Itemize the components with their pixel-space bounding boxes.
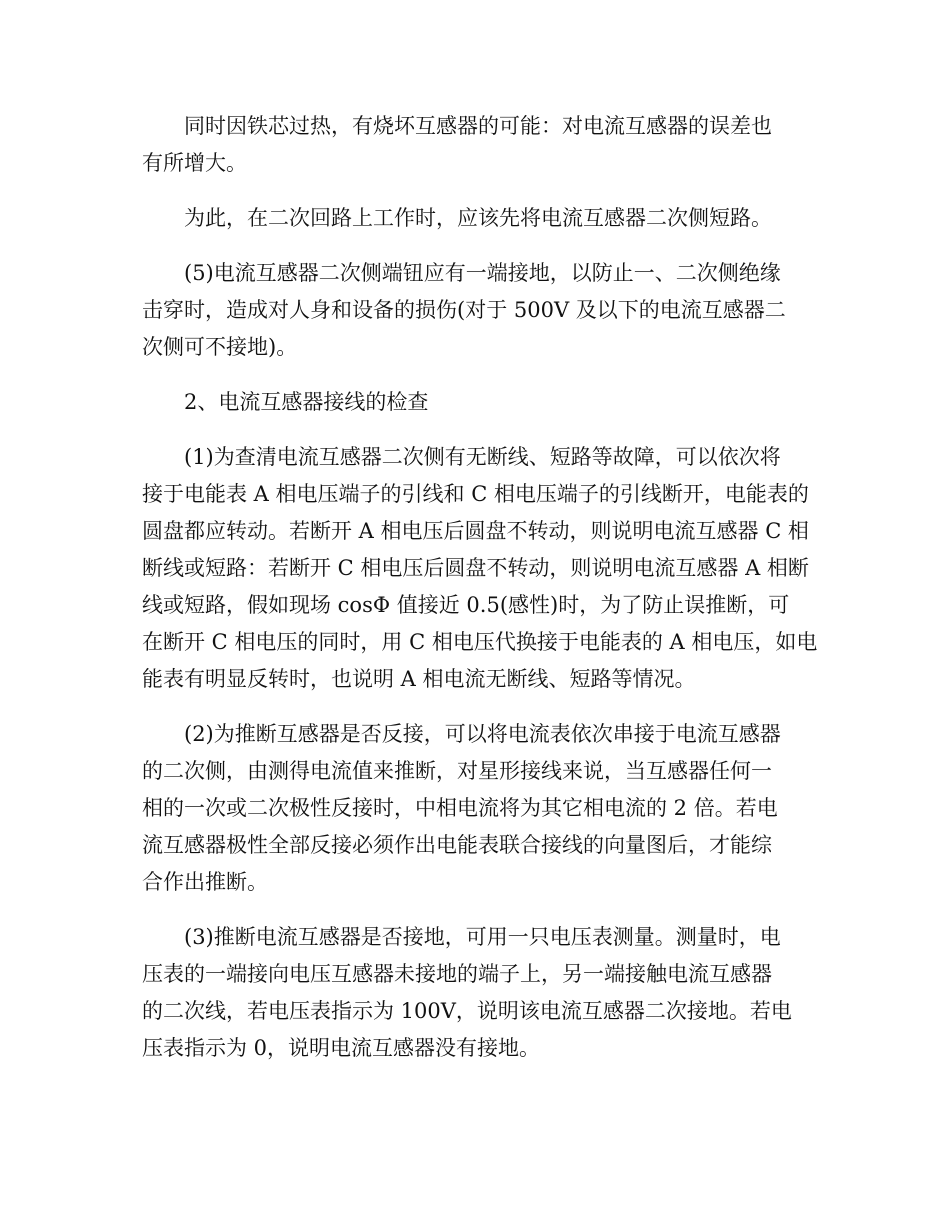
- paragraph-5: [142, 439, 818, 698]
- paragraph-line: 在断开 C 相电压的同时，用 C 相电压代换接于电能表的 A 相电压，如电: [142, 630, 818, 654]
- paragraph-line: 的二次侧，由测得电流值来推断，对星形接线来说，当互感器任何一: [142, 759, 772, 783]
- section-heading-line: 2、电流互感器接线的检查: [184, 390, 429, 414]
- paragraph-line: (2)为推断互感器是否反接，可以将电流表依次串接于电流互感器: [184, 722, 781, 746]
- paragraph-line: 圆盘都应转动。若断开 A 相电压后圆盘不转动，则说明电流互感器 C 相: [142, 519, 809, 543]
- paragraph-line: 有所增大。: [142, 151, 247, 175]
- paragraph-line: 线或短路，假如现场 cosΦ 值接近 0.5(感性)时，为了防止误推断，可: [142, 593, 790, 617]
- paragraph-line: 为此，在二次回路上工作时，应该先将电流互感器二次侧短路。: [184, 206, 772, 230]
- paragraph-line: 压表指示为 0，说明电流互感器没有接地。: [142, 1036, 541, 1060]
- paragraph-line: 同时因铁芯过热，有烧坏互感器的可能：对电流互感器的误差也: [184, 114, 772, 138]
- paragraph-line: 接于电能表 A 相电压端子的引线和 C 相电压端子的引线断开，电能表的: [142, 482, 809, 506]
- paragraph-line: (3)推断电流互感器是否接地，可用一只电压表测量。测量时，电: [184, 925, 781, 949]
- paragraph-2: [142, 200, 808, 237]
- paragraph-line: 次侧可不接地)。: [142, 335, 298, 359]
- paragraph-line: 流互感器极性全部反接必须作出电能表联合接线的向量图后，才能综: [142, 833, 772, 857]
- paragraph-line: 能表有明显反转时，也说明 A 相电流无断线、短路等情况。: [142, 667, 696, 691]
- paragraph-line: 相的一次或二次极性反接时，中相电流将为其它相电流的 2 倍。若电: [142, 796, 778, 820]
- paragraph-line: 断线或短路：若断开 C 相电压后圆盘不转动，则说明电流互感器 A 相断: [142, 556, 809, 580]
- section-heading: [142, 384, 808, 421]
- paragraph-line: (1)为查清电流互感器二次侧有无断线、短路等故障，可以依次将: [184, 445, 781, 469]
- paragraph-1: [142, 108, 808, 182]
- paragraph-line: 的二次线，若电压表指示为 100V，说明该电流互感器二次接地。若电: [142, 999, 792, 1023]
- paragraph-3: [142, 255, 808, 366]
- paragraph-line: 合作出推断。: [142, 870, 268, 894]
- document-body: [142, 108, 818, 1067]
- paragraph-7: [142, 919, 808, 1067]
- paragraph-6: [142, 716, 808, 901]
- paragraph-line: 击穿时，造成对人身和设备的损伤(对于 500V 及以下的电流互感器二: [142, 298, 786, 322]
- paragraph-line: 压表的一端接向电压互感器未接地的端子上，另一端接触电流互感器: [142, 962, 772, 986]
- paragraph-line: (5)电流互感器二次侧端钮应有一端接地，以防止一、二次侧绝缘: [184, 261, 781, 285]
